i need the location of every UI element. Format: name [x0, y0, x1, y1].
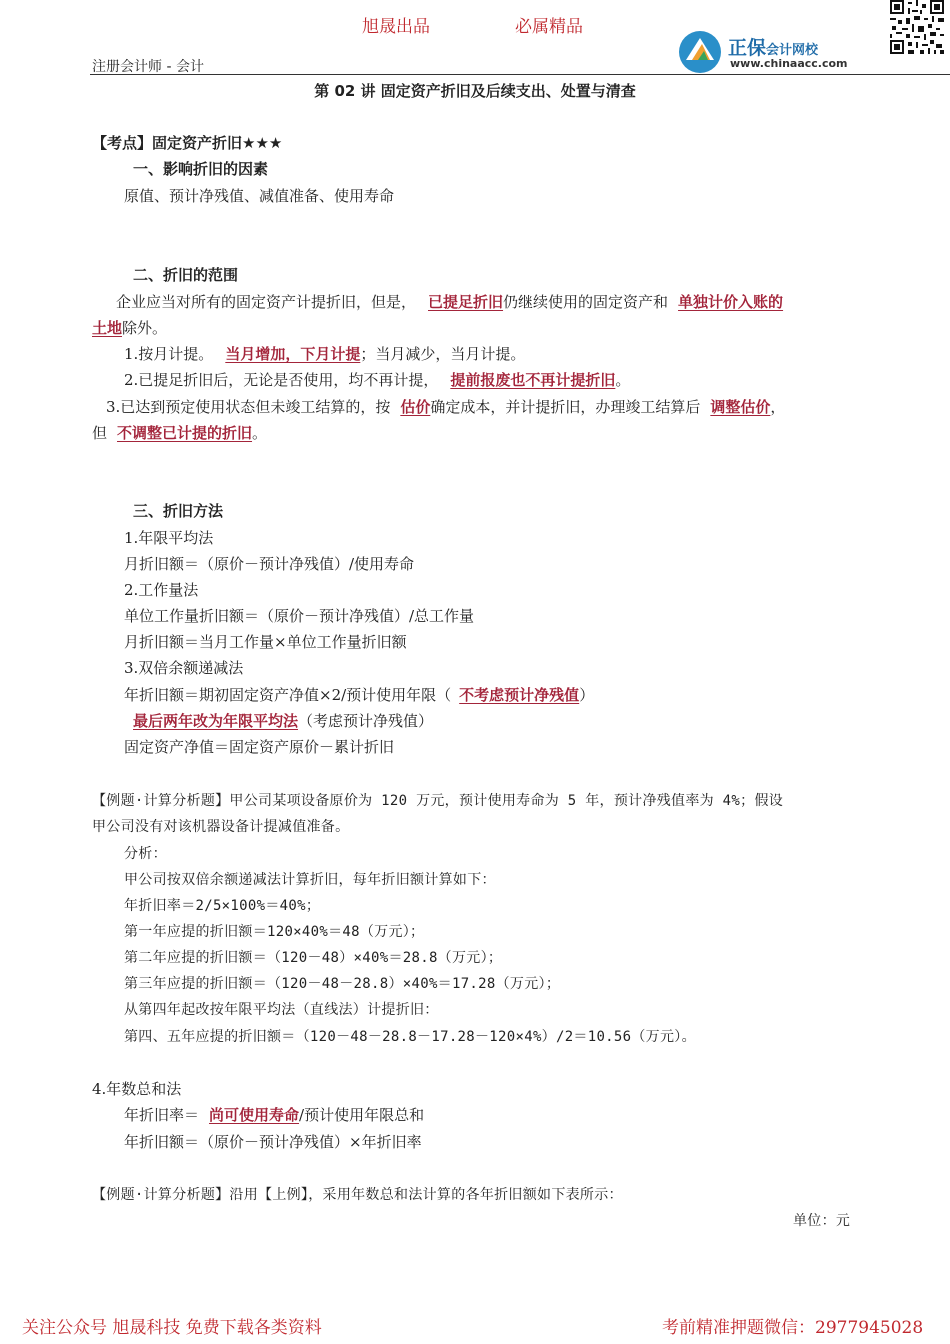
sec1-text: 原值、预计净残值、减值准备、使用寿命	[124, 187, 395, 205]
method-3-formula-1: 年折旧额＝期初固定资产净值×2/预计使用年限（ 不考虑预计净残值）	[124, 686, 595, 704]
sec2-item-1: 1.按月计提。 当月增加，下月计提；当月减少，当月计提。	[124, 345, 526, 363]
sec3-heading: 三、折旧方法	[133, 502, 224, 520]
method-1-title: 1.年限平均法	[124, 529, 214, 547]
sec2-item-3-line1: 3.已达到预定使用状态但未竣工结算的，按 估价确定成本，并计提折旧，办理竣工结算后 调整估价，	[106, 398, 786, 416]
header-rule	[90, 74, 950, 75]
logo-url: www.chinaacc.com	[730, 57, 848, 70]
brand-left: 旭晟出品	[362, 17, 430, 37]
example2-line1: 【例题·计算分析题】沿用【上例】，采用年数总和法计算的各年折旧额如下表所示：	[92, 1187, 623, 1203]
method-1-formula: 月折旧额＝（原价－预计净残值）/使用寿命	[124, 555, 415, 573]
chinaacc-logo	[678, 30, 868, 74]
example1-step-4: 第二年应提的折旧额＝（120－48）×40%＝28.8（万元）；	[124, 950, 503, 966]
method-3-title: 3.双倍余额递减法	[124, 659, 244, 677]
example1-step-2: 年折旧率＝2/5×100%＝40%；	[124, 898, 321, 914]
example1-step-7: 第四、五年应提的折旧额＝（120－48－28.8－17.28－120×4%）/2＝10.56（万元）。	[124, 1029, 696, 1045]
topic-heading: 【考点】固定资产折旧★★★	[92, 134, 283, 152]
sec4-formula-2: 年折旧额＝（原价－预计净残值）×年折旧率	[124, 1133, 422, 1151]
method-2-formula-2: 月折旧额＝当月工作量×单位工作量折旧额	[124, 633, 407, 651]
logo-text: 正保会计网校	[728, 37, 819, 59]
qr-code-icon	[890, 0, 944, 54]
footer-right: 考前精准押题微信：2977945028	[662, 1318, 924, 1338]
subject-label: 注册会计师 - 会计	[92, 59, 204, 75]
sec4-heading: 4.年数总和法	[92, 1080, 182, 1098]
method-3-formula-2: 最后两年改为年限平均法（考虑预计净残值）	[133, 712, 434, 730]
sec2-para-line2: 土地除外。	[92, 319, 168, 337]
sec2-heading: 二、折旧的范围	[133, 266, 239, 284]
sec2-item-3-line2: 但 不调整已计提的折旧。	[92, 424, 268, 442]
example1-line1: 【例题·计算分析题】甲公司某项设备原价为 120 万元，预计使用寿命为 5 年，预计净残值率为 4%；假设	[92, 793, 784, 809]
example1-analysis: 分析：	[124, 846, 167, 862]
brand-right: 必属精品	[515, 17, 583, 37]
method-2-title: 2.工作量法	[124, 581, 199, 599]
lecture-title: 第 02 讲 固定资产折旧及后续支出、处置与清查	[314, 82, 636, 100]
footer-left: 关注公众号 旭晟科技 免费下载各类资料	[22, 1318, 322, 1338]
example1-step-3: 第一年应提的折旧额＝120×40%＝48（万元）；	[124, 924, 425, 940]
sec2-para-line1: 企业应当对所有的固定资产计提折旧，但是， 已提足折旧仍继续使用的固定资产和 单独计价入账的	[116, 293, 784, 311]
example1-line2: 甲公司没有对该机器设备计提减值准备。	[92, 819, 350, 835]
method-2-formula-1: 单位工作量折旧额＝（原价－预计净残值）/总工作量	[124, 607, 475, 625]
sec4-formula-1: 年折旧率＝ 尚可使用寿命/预计使用年限总和	[124, 1106, 425, 1124]
method-3-formula-3: 固定资产净值＝固定资产原价－累计折旧	[124, 738, 395, 756]
logo-mark-icon	[678, 30, 724, 74]
unit-label: 单位：元	[793, 1213, 851, 1229]
example1-step-5: 第三年应提的折旧额＝（120－48－28.8）×40%＝17.28（万元）；	[124, 976, 561, 992]
example1-step-6: 从第四年起改按年限平均法（直线法）计提折旧：	[124, 1002, 439, 1018]
sec1-heading: 一、影响折旧的因素	[133, 160, 269, 178]
example1-step-1: 甲公司按双倍余额递减法计算折旧，每年折旧额计算如下：	[124, 872, 496, 888]
sec2-item-2: 2.已提足折旧后，无论是否使用，均不再计提， 提前报废也不再计提折旧。	[124, 371, 631, 389]
